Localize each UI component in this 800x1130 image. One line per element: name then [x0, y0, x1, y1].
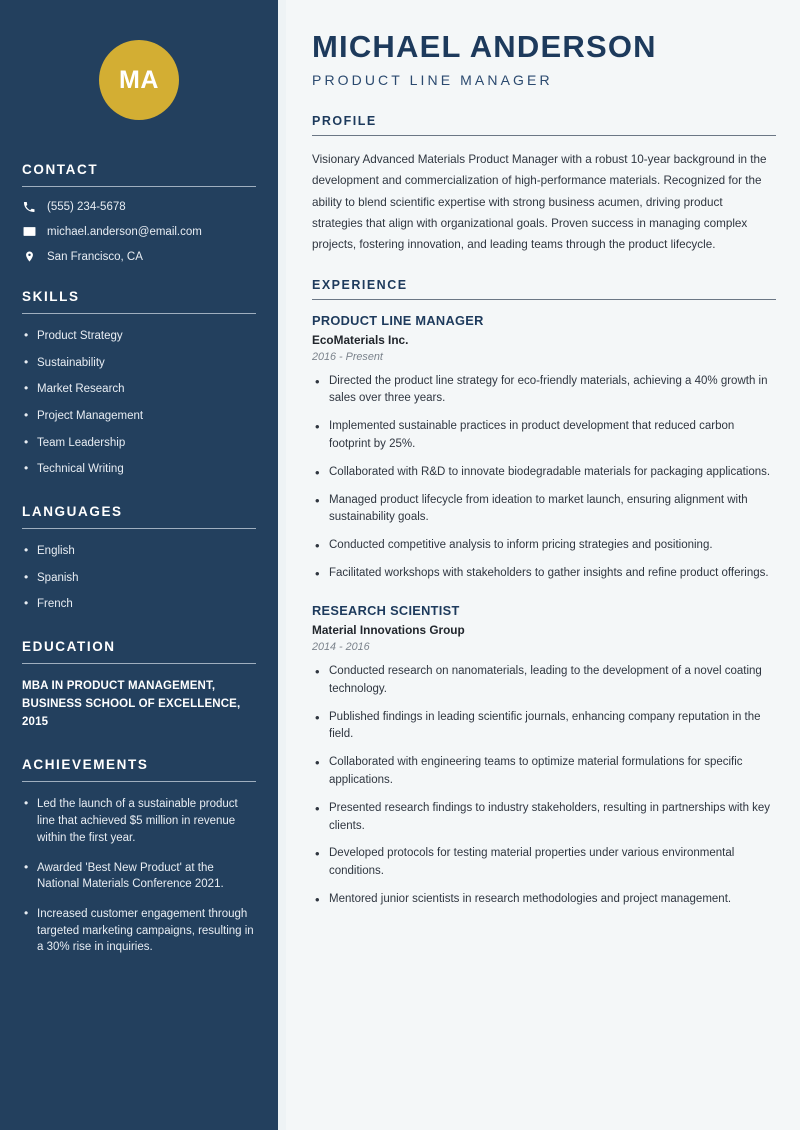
contact-phone-row[interactable] — [22, 201, 256, 213]
achievements-section — [22, 757, 256, 955]
list-item: • Awarded 'Best New Product' at the National Materials Conference 2021. — [22, 860, 256, 893]
list-item: • Project Management — [22, 408, 256, 425]
job-subtitle: PRODUCT LINE MANAGER — [312, 72, 553, 89]
list-item: • Conducted research on nanomaterials, leading to the development of a novel coating technology. — [312, 663, 776, 699]
experience-bullet-list — [312, 663, 776, 909]
list-item: • Developed protocols for testing material properties under various environmental conditions. — [312, 845, 776, 881]
achievements-heading: ACHIEVEMENTS — [22, 757, 149, 773]
avatar: MA — [99, 40, 179, 120]
languages-list — [22, 543, 256, 613]
contact-email-value: michael.anderson@email.com — [47, 225, 202, 238]
profile-heading: PROFILE — [312, 114, 377, 129]
languages-section — [22, 504, 256, 613]
contact-section — [22, 162, 256, 263]
list-item: • Implemented sustainable practices in product development that reduced carbon footprint by 25%. — [312, 418, 776, 454]
list-item: • Mentored junior scientists in research methodologies and project management. — [312, 891, 776, 909]
experience-dates: 2016 - Present — [312, 350, 383, 363]
list-item: • Sustainability — [22, 355, 256, 372]
page-title: MICHAEL ANDERSON — [312, 29, 657, 64]
profile-text: Visionary Advanced Materials Product Manager with a robust 10-year background in the development and commercialization of high-performance materials. Recognized for the ability to blend scientific expertise with strong business acumen, driving product strategies that align with organizational goals. Proven success in managing complex projects, fostering innovation, and leading teams through the product lifecycle. — [312, 153, 767, 252]
education-heading: EDUCATION — [22, 639, 116, 655]
map-pin-icon — [22, 250, 36, 263]
achievements-divider — [22, 781, 256, 782]
contact-email-row[interactable] — [22, 225, 256, 238]
experience-entry — [312, 603, 776, 909]
contact-location-value: San Francisco, CA — [47, 250, 143, 263]
experience-entry — [312, 313, 776, 583]
languages-divider — [22, 528, 256, 529]
list-item: • Led the launch of a sustainable product line that achieved $5 million in revenue within the first year. — [22, 796, 256, 846]
experience-heading: EXPERIENCE — [312, 277, 408, 292]
list-item: • Published findings in leading scientific journals, enhancing company reputation in the field. — [312, 709, 776, 745]
list-item: • Increased customer engagement through targeted marketing campaigns, resulting in a 30% rise in inquiries. — [22, 906, 256, 956]
avatar-container — [22, 0, 256, 162]
list-item: • Technical Writing — [22, 461, 256, 478]
contact-phone-value: (555) 234-5678 — [47, 201, 126, 213]
list-item: • Collaborated with R&D to innovate biodegradable materials for packaging applications. — [312, 464, 776, 482]
list-item: • Spanish — [22, 570, 256, 587]
list-item: • Presented research findings to industry stakeholders, resulting in partnerships with key clients. — [312, 800, 776, 836]
envelope-icon — [22, 225, 36, 238]
list-item: • Conducted competitive analysis to inform pricing strategies and positioning. — [312, 537, 776, 555]
experience-dates: 2014 - 2016 — [312, 640, 370, 653]
experience-company: Material Innovations Group — [312, 622, 465, 637]
sidebar-main-divider — [278, 0, 286, 1130]
achievements-list — [22, 796, 256, 955]
list-item: • Facilitated workshops with stakeholders to gather insights and refine product offerings. — [312, 565, 776, 583]
education-divider — [22, 663, 256, 664]
skills-list — [22, 328, 256, 478]
list-item: • Market Research — [22, 381, 256, 398]
contact-divider — [22, 186, 256, 187]
education-section — [22, 639, 256, 731]
experience-section — [312, 278, 776, 909]
skills-heading: SKILLS — [22, 289, 80, 304]
list-item: • Managed product lifecycle from ideation to market launch, ensuring alignment with sustainability goals. — [312, 492, 776, 528]
experience-job-title: RESEARCH SCIENTIST — [312, 602, 460, 618]
sidebar — [0, 0, 278, 1130]
list-item: • Directed the product line strategy for eco-friendly materials, achieving a 40% growth in sales over three years. — [312, 373, 776, 409]
list-item: • Team Leadership — [22, 435, 256, 452]
phone-icon — [22, 201, 36, 213]
experience-bullet-list — [312, 373, 776, 583]
main-content — [286, 0, 800, 1130]
experience-job-title: PRODUCT LINE MANAGER — [312, 312, 484, 328]
experience-divider — [312, 299, 776, 300]
skills-section — [22, 289, 256, 478]
contact-location-row[interactable] — [22, 250, 256, 263]
list-item: • Product Strategy — [22, 328, 256, 345]
experience-company: EcoMaterials Inc. — [312, 332, 409, 347]
profile-divider — [312, 135, 776, 136]
education-entry: MBA IN PRODUCT MANAGEMENT, BUSINESS SCHOOL OF EXCELLENCE, 2015 — [22, 680, 241, 728]
list-item: • English — [22, 543, 256, 560]
list-item: • Collaborated with engineering teams to optimize material formulations for specific applications. — [312, 754, 776, 790]
list-item: • French — [22, 596, 256, 613]
skills-divider — [22, 313, 256, 314]
profile-section — [312, 114, 776, 255]
languages-heading: LANGUAGES — [22, 504, 123, 520]
contact-heading: CONTACT — [22, 162, 99, 177]
